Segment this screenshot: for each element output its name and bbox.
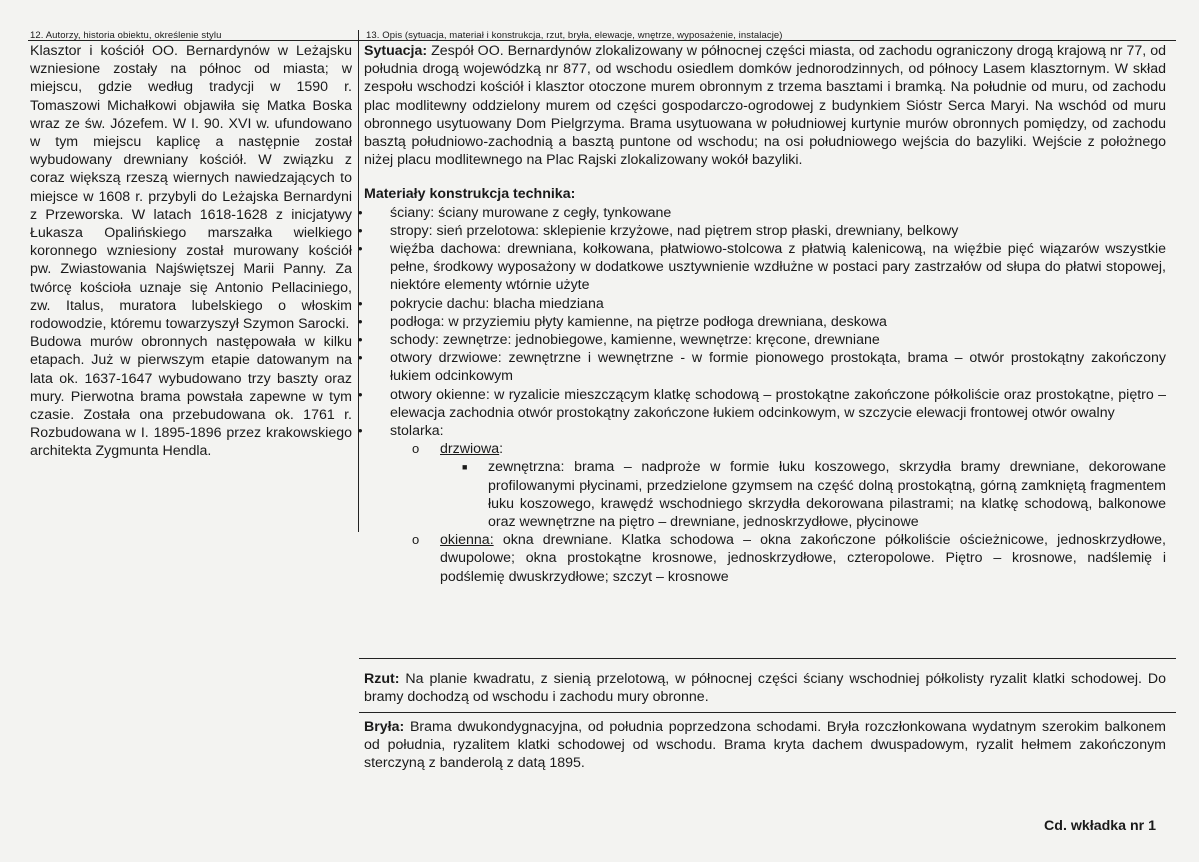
list-item: • otwory drzwiowe: zewnętrzne i wewnętrzne - w formie pionowego prostokąta, brama – otwór prostokątny zakończony łukiem odcinkowym — [364, 349, 1166, 385]
list-item: • otwory okienne: w ryzalicie mieszczącym klatkę schodową – prostokątne zakończone półkoliście oraz prostokątne, piętro – elewacja zachodnia otwór prostokątny zakończone łukiem odcinkowym, w szczycie elewacji frontowej otwór owalny — [364, 386, 1166, 422]
bryla-section — [364, 718, 1166, 773]
rzut-text: Na planie kwadratu, z sienią przelotową, w północnej części ściany wschodniej półkolisty ryzalit klatki schodowej. Do bramy dochodzą od wschodu i zachodu mury obronne. — [364, 671, 1166, 706]
history-column — [30, 42, 352, 461]
bryla-text: Brama dwukondygnacyjna, od południa poprzedzona schodami. Bryła rozczłonkowana wydatnym szerokim balkonem od południa, ryzalitem klatki schodowej od wschodu. Brama kryta dachem dwuspadowym, ryzalit hełmem zakończonym sterczyną z banderolą z datą 1895. — [364, 719, 1166, 772]
list-item: • ściany: ściany murowane z cegły, tynkowane — [364, 204, 1166, 222]
list-item: • schody: zewnętrze: jednobiegowe, kamienne, wewnętrze: kręcone, drewniane — [364, 331, 1166, 349]
sytuacja-text: Zespół OO. Bernardynów zlokalizowany w północnej części miasta, od zachodu ograniczony drogą krajową nr 77, od południa drogą wojewódzką nr 877, od wschodu osiedlem domków jednorodzinnych, od północy Lasem klasztornym. W skład zespołu wschodzi kościół i klasztor otoczone murem obronnym z trzema basztami i bramką. Na południe od muru, od zachodu plac modlitewny oddzielony murem od części gospodarczo-ogrodowej z budynkiem Sióstr Serca Maryi. Na wschód od muru obronnego usytuowany Dom Pielgrzyma. Brama usytuowana w południowej kurtynie murów obronnych pomiędzy, od zachodu basztą południowo-zachodnią a basztą puntone od wschodu; na osi południowego wejścia do bazyliki. Wejście z położnego niżej placu modlitewnego na Plac Rajski zlokalizowany wokół bazyliki. — [364, 43, 1166, 169]
continuation-note: Cd. wkładka nr 1 — [1044, 818, 1156, 834]
left-header: 12. Autorzy, historia obiektu, określenie stylu — [30, 30, 222, 41]
stolarka-drzwiowa: o drzwiowa: — [412, 441, 504, 458]
description-column — [364, 42, 1166, 586]
history-paragraph-1: Klasztor i kościół OO. Bernardynów w Leżajsku wzniesione zostały na północ od miasta; w miejscu, gdzie według tradycji w 1590 r. Tomaszowi Michałkowi objawiła się Matka Boska wraz ze św. Józefem. W I. 90. XVI w. ufundowano w tym miejscu kaplicę a następnie został wybudowany drewniany kościół. W związku z coraz większą rzeszą wiernych nawiedzających to miejsce w 1608 r. przybyli do Leżajska Bernardyni z Przeworska. W latach 1618-1628 z inicjatywy Łukasza Opalińskiego marszałka wielkiego koronnego wzniesiony został murowany kościół pw. Zwiastowania Najświętszej Marii Panny. Za twórcę kościoła uznaje się Antonio Pellaciniego, zw. Italus, muratora lubelskiego o włoskim rodowodzie, któremu towarzyszył Szymon Sarocki. — [30, 43, 352, 333]
rzut-label: Rzut: — [364, 671, 400, 687]
right-header: 13. Opis (sytuacja, materiał i konstrukcja, rzut, bryła, elewacje, wnętrze, wyposażenie, instalacje) — [366, 30, 783, 41]
list-item: • stropy: sień przelotowa: sklepienie krzyżowe, nad piętrem strop płaski, drewniany, belkowy — [364, 222, 1166, 240]
stolarka-okienna: o okienna: okna drewniane. Klatka schodowa – okna zakończone półkoliście ościeżnicowe, jednoskrzydłowe, dwupolowe; okna prostokątne krosnowe, jednoskrzydłowe, czteropolowe. Piętro – krosnowe, nadślemię i podślemię dwuskrzydłowe; szczyt – krosnowe — [412, 532, 1166, 585]
drzwiowa-item-text: zewnętrzna: brama – nadproże w formie łuku koszowego, skrzydła bramy drewniane, dekorowane profilowanymi płycinami, przedzielone gzymsem na część dolną prostokątną, górną zamkniętą fragmentem łuku koszowego, krawędź wschodniego skrzydła dekorowana pilastrami; na klatkę schodową, balkonowe oraz wewnętrzne na piętro – drewniane, jednoskrzydłowe, płycinowe — [488, 459, 1166, 531]
drzwiowa-item: ■ zewnętrzna: brama – nadproże w formie łuku koszowego, skrzydła bramy drewniane, dekorowane profilowanymi płycinami, przedzielone gzymsem na część dolną prostokątną, górną zamkniętą fragmentem łuku koszowego, krawędź wschodniego skrzydła dekorowana pilastrami; na klatkę schodową, balkonowe oraz wewnętrzne na piętro – drewniane, jednoskrzydłowe, płycinowe — [462, 459, 1166, 531]
okienna-text: okna drewniane. Klatka schodowa – okna zakończone półkoliście ościeżnicowe, jednoskrzydłowe, dwupolowe; okna prostokątne krosnowe, jednoskrzydłowe, czteropolowe. Piętro – krosnowe, nadślemię i podślemię dwuskrzydłowe; szczyt – krosnowe — [440, 532, 1166, 585]
list-item: • pokrycie dachu: blacha miedziana — [364, 295, 1166, 313]
sytuacja-label: Sytuacja: — [364, 43, 428, 59]
bryla-label: Bryła: — [364, 719, 405, 735]
materialy-list — [364, 204, 1166, 441]
history-paragraph-2: Budowa murów obronnych następowała w kilku etapach. Już w pierwszym etapie datowanym na lata ok. 1637-1647 wybudowano trzy baszty oraz mury. Pierwotna brama powstała zapewne w tym czasie. Została ona przebudowana ok. 1761 r. Rozbudowana w I. 1895-1896 przez krakowskiego architekta Zygmunta Hendla. — [30, 334, 352, 460]
rzut-section — [364, 670, 1166, 706]
materialy-heading: Materiały konstrukcja technika: — [364, 186, 576, 203]
header-divider — [28, 40, 1176, 41]
list-item: • stolarka: — [364, 422, 1166, 440]
drzwiowa-colon: : — [499, 441, 504, 458]
sytuacja-section — [364, 42, 1166, 169]
list-item: • podłoga: w przyziemiu płyty kamienne, na piętrze podłoga drewniana, deskowa — [364, 313, 1166, 331]
form-page — [28, 30, 1176, 840]
drzwiowa-label: drzwiowa — [440, 441, 500, 458]
column-divider — [358, 30, 359, 532]
okienna-label: okienna: — [440, 532, 494, 549]
list-item: • więźba dachowa: drewniana, kołkowana, płatwiowo-stolcowa z płatwią kalenicową, na więźbie pięć wiązarów wszystkie pełne, środkowy wyposażony w dodatkowe usztywnienie wzdłużne w postaci pary zastrzałów od słupa do płatwi stopowej, niektóre elementy wtórnie użyte — [364, 240, 1166, 295]
section-divider — [359, 712, 1176, 713]
section-divider — [359, 658, 1176, 659]
